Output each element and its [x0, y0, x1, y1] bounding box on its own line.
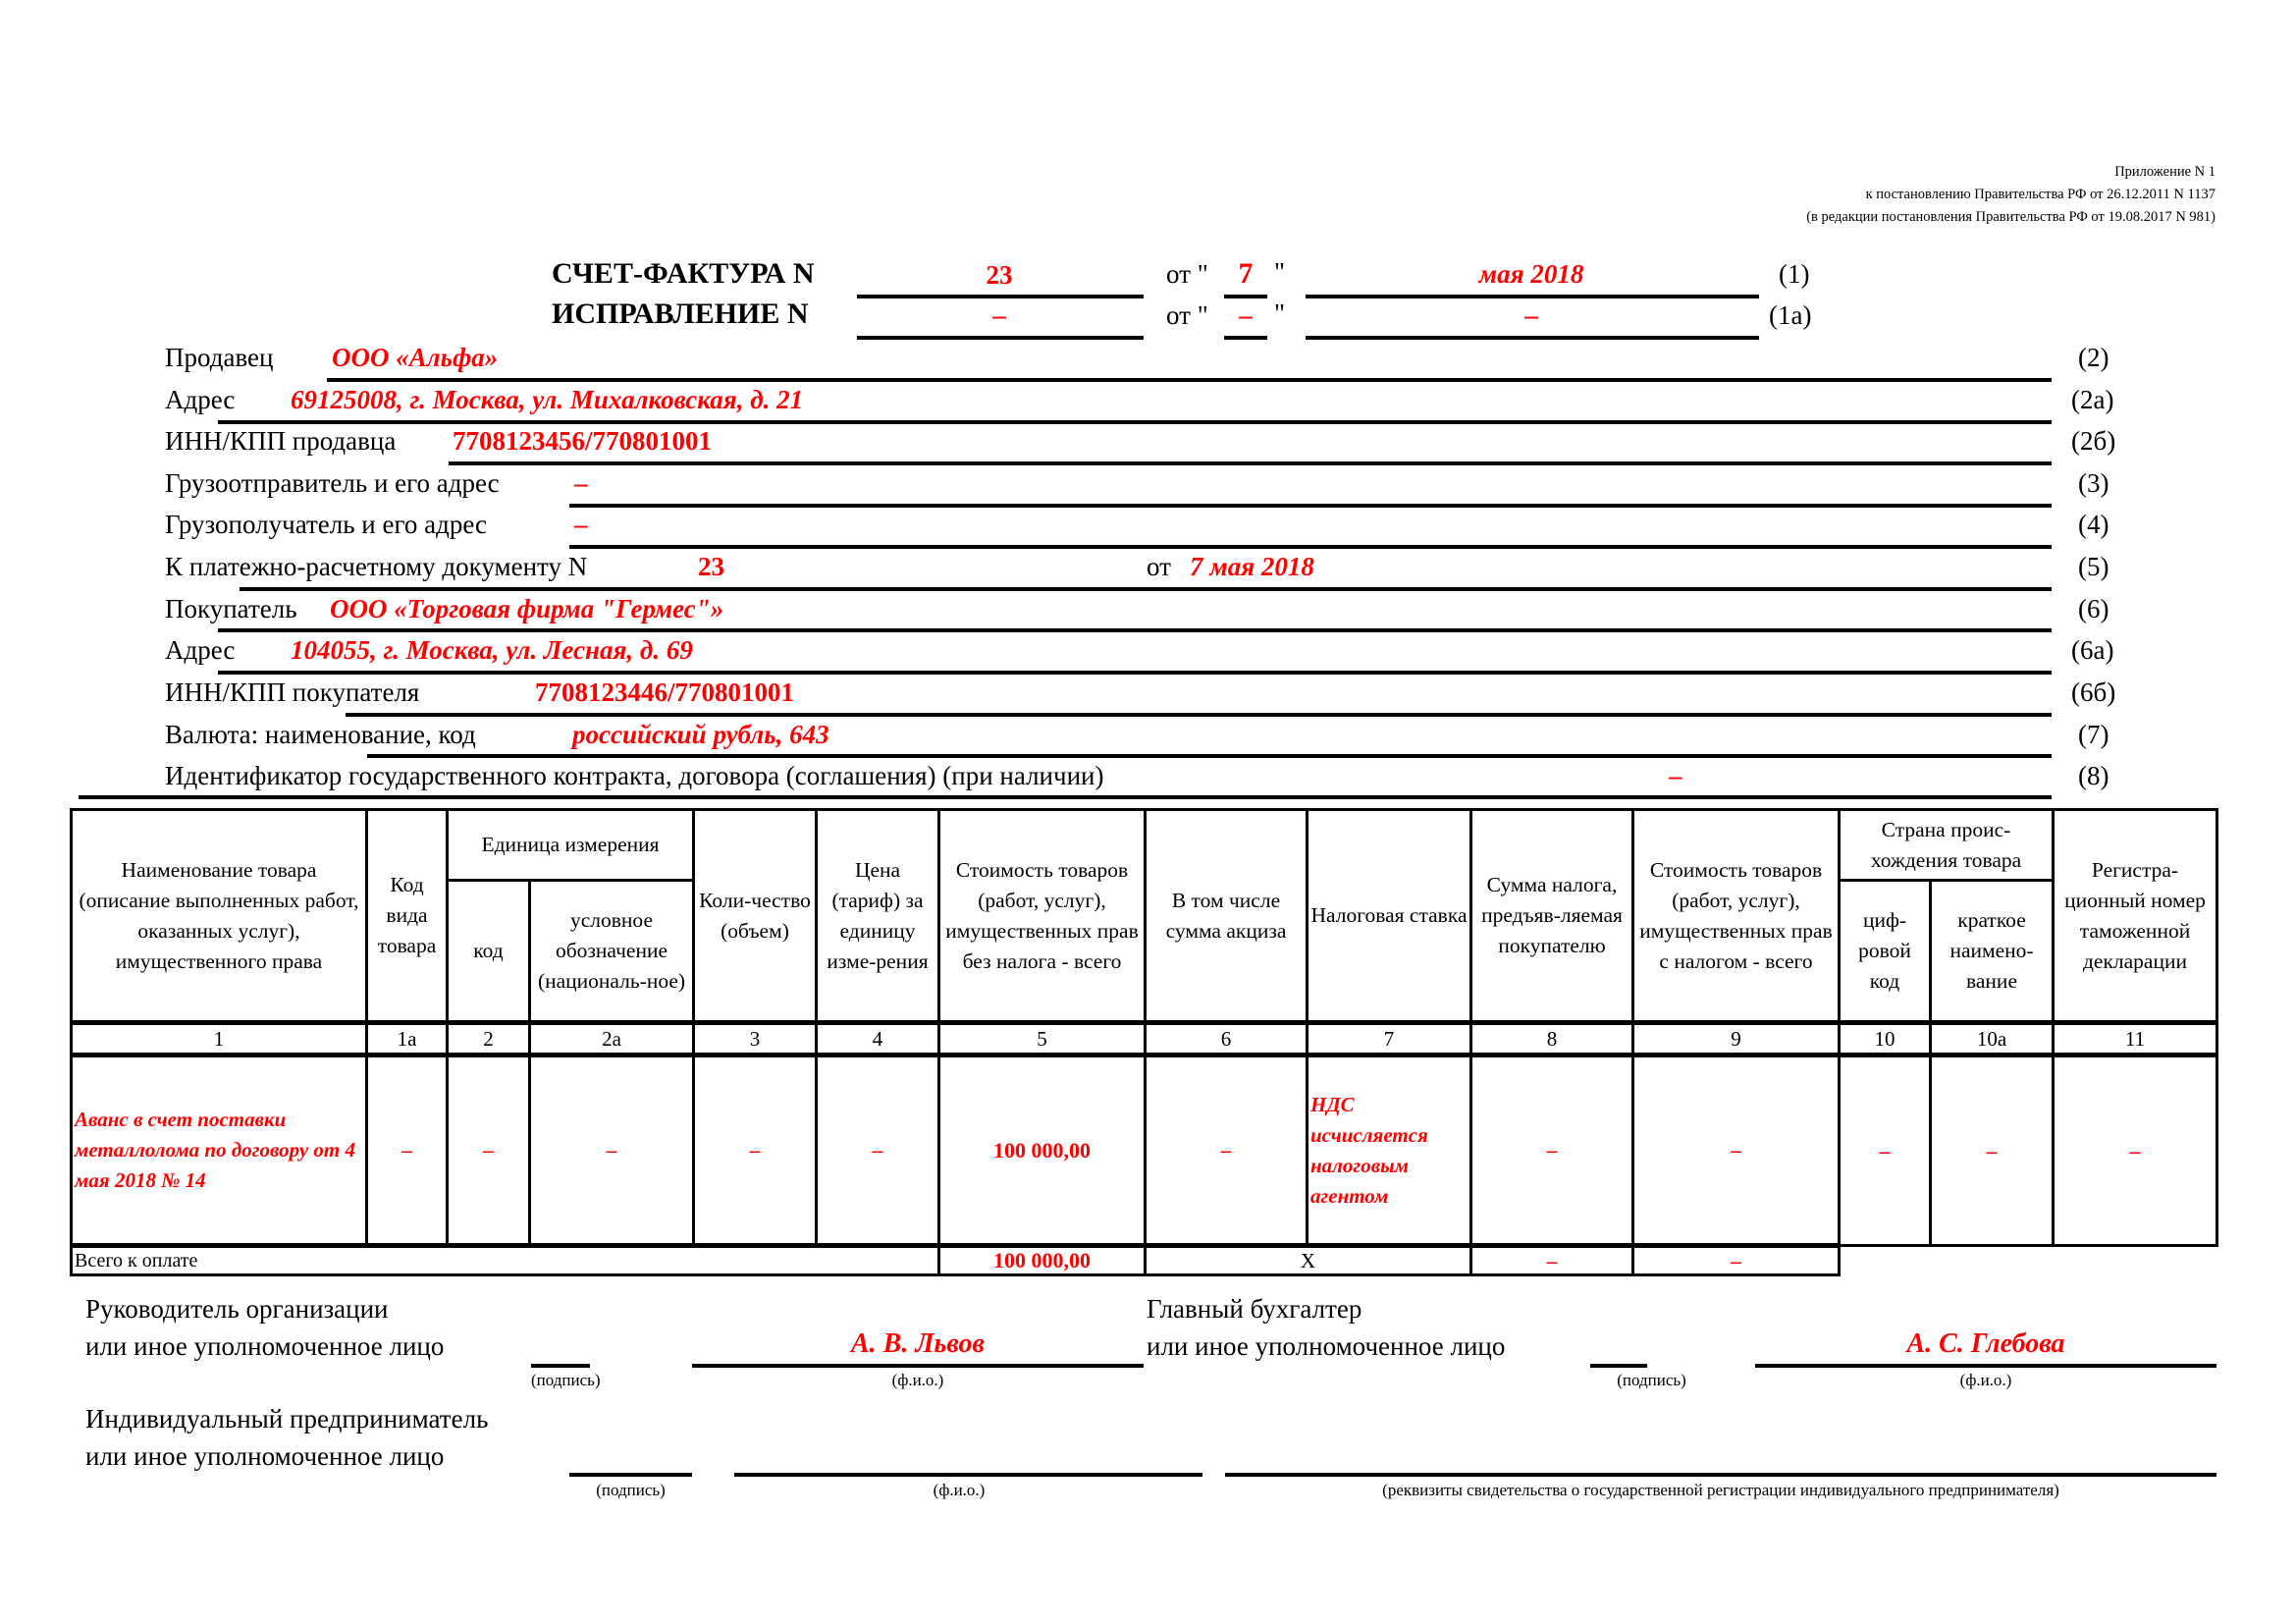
field-code-seller-address: (2а): [2071, 385, 2114, 414]
column-number: 8: [1471, 1023, 1633, 1056]
field-code-currency: (7): [2078, 720, 2109, 749]
total-excise-rate-x: X: [1146, 1246, 1471, 1275]
correction-day[interactable]: –: [1239, 300, 1253, 330]
cell-country-code[interactable]: –: [1840, 1056, 1931, 1246]
column-number: 11: [2054, 1023, 2217, 1056]
header-tax-amount: Сумма налога, предъяв-ляемая покупателю: [1471, 810, 1633, 1023]
column-number: 9: [1633, 1023, 1840, 1056]
cell-product-name[interactable]: Аванс в счет поставки металлолома по договору от 4 мая 2018 № 14: [72, 1056, 367, 1246]
field-code-seller: (2): [2078, 343, 2109, 372]
cell-unit-symbol[interactable]: –: [530, 1056, 694, 1246]
cell-tax-rate[interactable]: НДС исчисляется налоговым агентом: [1308, 1056, 1471, 1246]
invoice-code: (1): [1779, 259, 1810, 289]
column-number: 4: [817, 1023, 939, 1056]
ip-fio-line[interactable]: [734, 1473, 1184, 1477]
cell-country-name[interactable]: –: [1931, 1056, 2054, 1246]
header-unit-symbol: условное обозначение (националь-ное): [530, 881, 694, 1023]
column-number-row: [72, 1023, 2217, 1056]
column-number: 1: [72, 1023, 367, 1056]
correction-quote-close: ": [1274, 298, 1286, 328]
header-country-code: циф-ровой код: [1840, 881, 1931, 1023]
correction-number[interactable]: –: [992, 300, 1006, 330]
total-row: [72, 1246, 2217, 1275]
field-code-seller-inn: (2б): [2071, 426, 2116, 456]
field-label-seller-inn: ИНН/КПП продавца: [165, 426, 397, 456]
column-number: 2: [448, 1023, 530, 1056]
cell-product-type-code[interactable]: –: [367, 1056, 448, 1246]
column-number: 6: [1146, 1023, 1308, 1056]
field-value-shipper[interactable]: –: [574, 468, 588, 498]
field-value-seller-inn[interactable]: 7708123456/770801001: [453, 426, 713, 456]
header-product-name: Наименование товара (описание выполненных работ, оказанных услуг), имущественного права: [72, 810, 367, 1023]
column-number: 10: [1840, 1023, 1931, 1056]
field-code-consignee: (4): [2078, 510, 2109, 539]
column-number: 3: [694, 1023, 817, 1056]
column-number: 2а: [530, 1023, 694, 1056]
accountant-title-line1: Главный бухгалтер: [1147, 1294, 1362, 1324]
header-excise: В том числе сумма акциза: [1146, 810, 1308, 1023]
appendix-line-3: (в редакции постановления Правительства РФ от 19.08.2017 N 981): [1806, 209, 2216, 225]
cell-excise[interactable]: –: [1146, 1056, 1308, 1246]
head-name[interactable]: А. В. Львов: [850, 1328, 985, 1359]
field-code-buyer: (6): [2078, 594, 2109, 623]
ip-title-line2: или иное уполномоченное лицо: [85, 1441, 445, 1471]
head-title-line1: Руководитель организации: [85, 1294, 389, 1324]
field-code-buyer-address: (6а): [2071, 635, 2114, 665]
field-label-shipper: Грузоотправитель и его адрес: [165, 468, 500, 498]
head-signature-caption: (подпись): [531, 1371, 601, 1389]
field-code-contract-id: (8): [2078, 761, 2109, 790]
header-country-group: Страна проис-хождения товара: [1840, 810, 2054, 881]
field-value-seller-address[interactable]: 69125008, г. Москва, ул. Михалковская, д. 21: [291, 385, 804, 414]
invoice-month-year[interactable]: мая 2018: [1478, 259, 1584, 289]
header-unit-code: код: [448, 881, 530, 1023]
accountant-signature-line[interactable]: [1590, 1364, 1647, 1368]
total-empty: [1840, 1246, 2217, 1275]
accountant-name[interactable]: А. С. Глебова: [1906, 1328, 2065, 1359]
invoice-quote-close: ": [1274, 257, 1286, 287]
ip-title-line1: Индивидуальный предприниматель: [85, 1404, 489, 1434]
correction-code: (1а): [1769, 300, 1812, 330]
field-value-seller[interactable]: ООО «Альфа»: [332, 343, 499, 372]
invoice-table: [70, 808, 2218, 1276]
total-label: Всего к оплате: [72, 1246, 939, 1275]
field-value-buyer-inn[interactable]: 7708123446/770801001: [535, 677, 795, 707]
field-code-payment-doc: (5): [2078, 552, 2109, 581]
field-label-buyer-inn: ИНН/КПП покупателя: [165, 677, 420, 707]
field-label-contract-id: Идентификатор государственного контракта, договора (соглашения) (при наличии): [165, 761, 1104, 790]
cell-cost-with-tax[interactable]: –: [1633, 1056, 1840, 1246]
field-label-currency: Валюта: наименование, код: [165, 720, 476, 749]
invoice-label: СЧЕТ-ФАКТУРА N: [552, 257, 815, 290]
cell-quantity[interactable]: –: [694, 1056, 817, 1246]
header-product-type-code: Код вида товара: [367, 810, 448, 1023]
cell-customs-declaration[interactable]: –: [2054, 1056, 2217, 1246]
field-label-consignee: Грузополучатель и его адрес: [165, 510, 488, 539]
header-unit-group: Единица измерения: [448, 810, 694, 881]
invoice-day[interactable]: 7: [1238, 257, 1254, 290]
field-value-buyer[interactable]: ООО «Торговая фирма "Гермес"»: [330, 594, 724, 623]
cell-unit-code[interactable]: –: [448, 1056, 530, 1246]
header-cost-with-tax: Стоимость товаров (работ, услуг), имущественных прав с налогом - всего: [1633, 810, 1840, 1023]
head-signature-line[interactable]: [531, 1364, 590, 1368]
field-value-contract-id[interactable]: –: [1669, 761, 1682, 790]
field-label-seller: Продавец: [165, 343, 274, 372]
column-number: 7: [1308, 1023, 1471, 1056]
appendix-note: [1806, 161, 2216, 229]
ip-signature-line[interactable]: [569, 1473, 692, 1477]
cell-cost-without-tax[interactable]: 100 000,00: [939, 1056, 1146, 1246]
correction-date[interactable]: –: [1524, 300, 1538, 330]
total-tax-amount[interactable]: –: [1471, 1246, 1633, 1275]
field-payment-from-value[interactable]: 7 мая 2018: [1190, 552, 1314, 581]
field-value-buyer-address[interactable]: 104055, г. Москва, ул. Лесная, д. 69: [291, 635, 693, 665]
field-value-currency[interactable]: российский рубль, 643: [572, 720, 829, 749]
header-customs-declaration: Регистра-ционный номер таможенной декларации: [2054, 810, 2217, 1023]
column-number: 10а: [1931, 1023, 2054, 1056]
field-payment-from-label: от: [1147, 552, 1171, 581]
field-label-payment-doc: К платежно-расчетному документу N: [165, 552, 588, 581]
appendix-line-1: Приложение N 1: [2114, 164, 2216, 180]
header-price: Цена (тариф) за единицу изме-рения: [817, 810, 939, 1023]
ip-requisites-line[interactable]: [1225, 1473, 2216, 1477]
accountant-fio-caption: (ф.и.о.): [1959, 1371, 2012, 1389]
field-label-seller-address: Адрес: [165, 385, 236, 414]
column-number: 1а: [367, 1023, 448, 1056]
header-cost-without-tax: Стоимость товаров (работ, услуг), имущественных прав без налога - всего: [939, 810, 1146, 1023]
cell-price[interactable]: –: [817, 1056, 939, 1246]
head-fio-caption: (ф.и.о.): [891, 1371, 944, 1389]
total-cost-with-tax[interactable]: –: [1633, 1246, 1840, 1275]
header-tax-rate: Налоговая ставка: [1308, 810, 1471, 1023]
column-number: 5: [939, 1023, 1146, 1056]
head-title-line2: или иное уполномоченное лицо: [85, 1331, 445, 1361]
total-cost-without-tax[interactable]: 100 000,00: [939, 1246, 1146, 1275]
field-label-buyer-address: Адрес: [165, 635, 236, 665]
field-value-consignee[interactable]: –: [574, 510, 588, 539]
invoice-number[interactable]: 23: [986, 260, 1013, 290]
field-label-buyer: Покупатель: [165, 594, 297, 623]
correction-label: ИСПРАВЛЕНИЕ N: [552, 298, 809, 330]
field-code-buyer-inn: (6б): [2071, 677, 2116, 707]
ip-signature-caption: (подпись): [596, 1481, 666, 1499]
header-quantity: Коли-чество (объем): [694, 810, 817, 1023]
cell-tax-amount[interactable]: –: [1471, 1056, 1633, 1246]
field-code-shipper: (3): [2078, 468, 2109, 498]
ip-requisites-caption: (реквизиты свидетельства о государственной регистрации индивидуального предпринимателя): [1382, 1481, 2059, 1499]
header-country-name: краткое наимено-вание: [1931, 881, 2054, 1023]
appendix-line-2: к постановлению Правительства РФ от 26.12.2011 N 1137: [1865, 187, 2216, 202]
field-value-payment-doc[interactable]: 23: [698, 552, 724, 581]
correction-from-label: от ": [1166, 300, 1208, 330]
table-row: [72, 1056, 2217, 1246]
accountant-title-line2: или иное уполномоченное лицо: [1147, 1331, 1506, 1361]
invoice-from-label: от ": [1166, 259, 1208, 289]
accountant-signature-caption: (подпись): [1617, 1371, 1686, 1389]
ip-fio-caption: (ф.и.о.): [933, 1481, 986, 1499]
